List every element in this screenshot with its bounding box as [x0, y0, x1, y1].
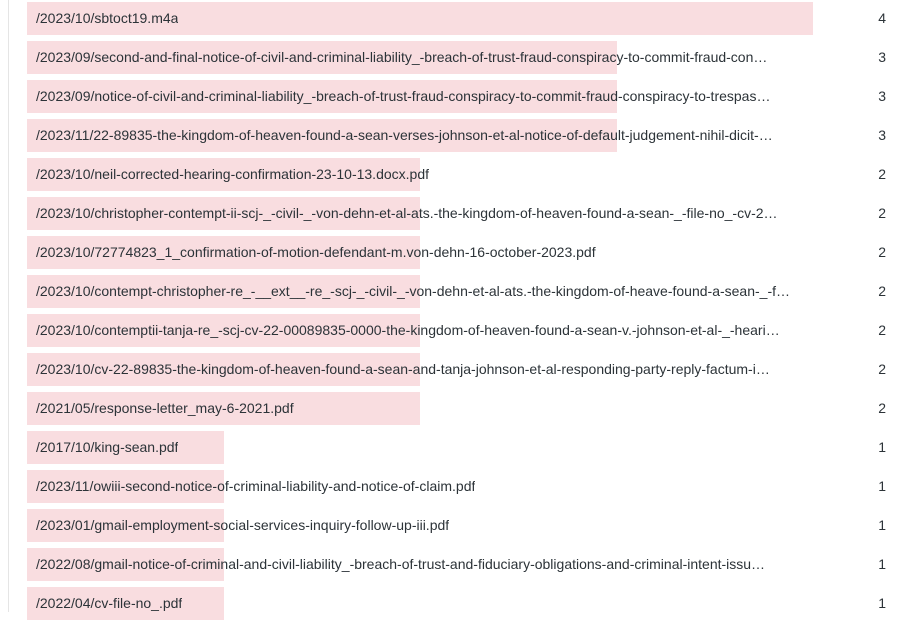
table-row [9, 431, 911, 464]
view-count: 2 [878, 361, 886, 377]
view-count: 2 [878, 166, 886, 182]
bar-list [8, 0, 911, 612]
view-count: 2 [878, 244, 886, 260]
table-row [9, 392, 911, 425]
view-count: 3 [878, 49, 886, 65]
view-count: 1 [878, 478, 886, 494]
table-row [9, 119, 911, 152]
table-row [9, 236, 911, 269]
view-count: 2 [878, 322, 886, 338]
view-count: 2 [878, 205, 886, 221]
file-path-link[interactable]: /2022/08/gmail-notice-of-criminal-and-civil-liability_-breach-of-trust-and-fiduciary-obligations-and-criminal-intent-issu… [36, 556, 766, 572]
file-path-link[interactable]: /2023/10/contemptii-tanja-re_-scj-cv-22-00089835-0000-the-kingdom-of-heaven-found-a-sean-v.-johnson-et-al-_-heari… [36, 322, 780, 338]
file-path-link[interactable]: /2023/09/notice-of-civil-and-criminal-liability_-breach-of-trust-fraud-conspiracy-to-commit-fraud-conspiracy-to-trespas… [36, 88, 771, 104]
view-count: 1 [878, 439, 886, 455]
table-row [9, 158, 911, 191]
view-count: 3 [878, 88, 886, 104]
view-count: 2 [878, 400, 886, 416]
table-row [9, 197, 911, 230]
table-row [9, 2, 911, 35]
file-path-link[interactable]: /2023/10/72774823_1_confirmation-of-motion-defendant-m.von-dehn-16-october-2023.pdf [36, 244, 596, 260]
file-path-link[interactable]: /2023/11/owiii-second-notice-of-criminal-liability-and-notice-of-claim.pdf [36, 478, 476, 494]
file-path-link[interactable]: /2023/10/sbtoct19.m4a [36, 10, 179, 26]
file-path-link[interactable]: /2023/10/neil-corrected-hearing-confirmation-23-10-13.docx.pdf [36, 166, 429, 182]
table-row [9, 275, 911, 308]
view-count: 1 [878, 595, 886, 611]
file-path-link[interactable]: /2023/01/gmail-employment-social-services-inquiry-follow-up-iii.pdf [36, 517, 450, 533]
table-row [9, 353, 911, 386]
file-path-link[interactable]: /2017/10/king-sean.pdf [36, 439, 179, 455]
file-path-link[interactable]: /2023/09/second-and-final-notice-of-civil-and-criminal-liability_-breach-of-trust-fraud-conspiracy-to-commit-fraud-con… [36, 49, 768, 65]
file-path-link[interactable]: /2022/04/cv-file-no_.pdf [36, 595, 183, 611]
view-count: 3 [878, 127, 886, 143]
view-count: 1 [878, 556, 886, 572]
table-row [9, 587, 911, 620]
file-path-link[interactable]: /2021/05/response-letter_may-6-2021.pdf [36, 400, 294, 416]
table-row [9, 41, 911, 74]
file-path-link[interactable]: /2023/10/contempt-christopher-re_-__ext__-re_-scj-_-civil-_-von-dehn-et-al-ats.-the-kingdom-of-heave-found-a-sean-_-f… [36, 283, 791, 299]
view-count: 2 [878, 283, 886, 299]
table-row [9, 80, 911, 113]
table-row [9, 470, 911, 503]
file-path-link[interactable]: /2023/11/22-89835-the-kingdom-of-heaven-found-a-sean-verses-johnson-et-al-notice-of-default-judgement-nihil-dicit-… [36, 127, 773, 143]
file-path-link[interactable]: /2023/10/christopher-contempt-ii-scj-_-civil-_-von-dehn-et-al-ats.-the-kingdom-of-heaven-found-a-sean-_-file-no_-cv-2… [36, 205, 778, 221]
table-row [9, 509, 911, 542]
file-path-link[interactable]: /2023/10/cv-22-89835-the-kingdom-of-heaven-found-a-sean-and-tanja-johnson-et-al-responding-party-reply-factum-i… [36, 361, 770, 377]
view-count: 1 [878, 517, 886, 533]
table-row [9, 548, 911, 581]
table-row [9, 314, 911, 347]
view-count: 4 [878, 10, 886, 26]
